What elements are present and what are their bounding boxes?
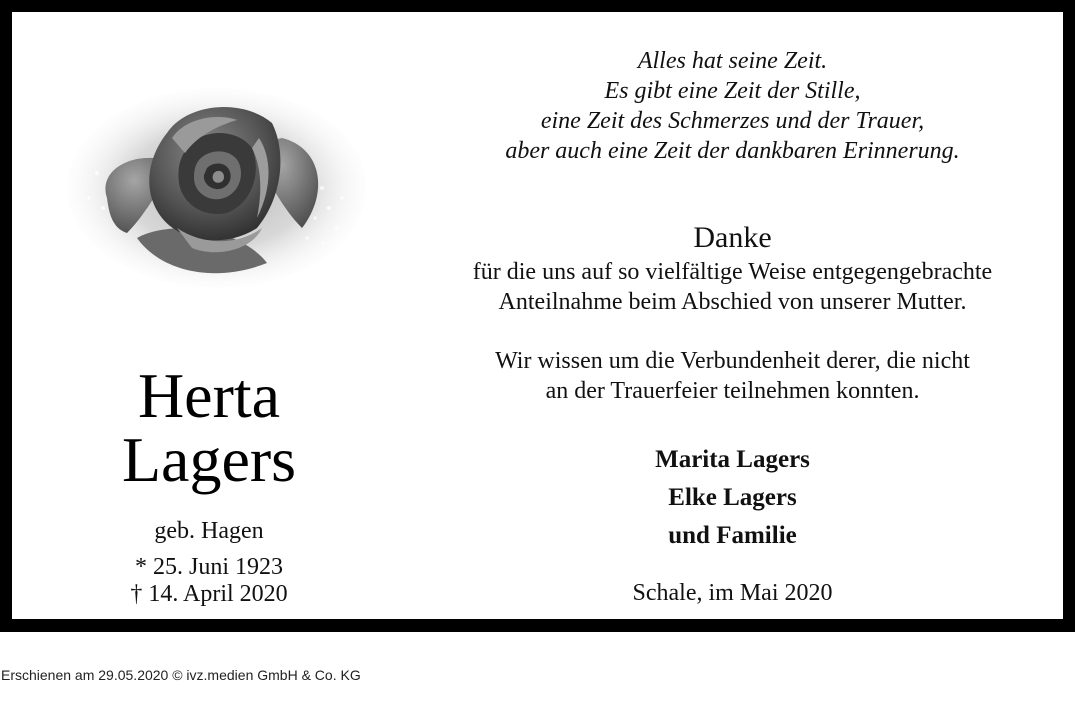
- signer: Elke Lagers: [668, 484, 797, 511]
- signers: [422, 441, 1043, 555]
- maiden-name: geb. Hagen: [154, 518, 264, 544]
- poem-line: Es gibt eine Zeit der Stille,: [604, 78, 861, 104]
- absentees-line: an der Trauerfeier teilnehmen konnten.: [545, 378, 920, 404]
- signer: und Familie: [668, 522, 797, 549]
- death-date: † 14. April 2020: [130, 581, 288, 607]
- poem-line: Alles hat seine Zeit.: [637, 48, 828, 74]
- deceased-name: [70, 360, 348, 495]
- thanks-heading: Danke: [693, 221, 772, 254]
- publication-footer: Erschienen am 29.05.2020 © ivz.medien GmbH & Co. KG: [1, 667, 361, 683]
- last-name: Lagers: [121, 424, 297, 495]
- signer: Marita Lagers: [655, 446, 810, 473]
- thanks-text: [422, 257, 1043, 317]
- rose-icon: [67, 78, 367, 293]
- absentees-text: [422, 346, 1043, 406]
- life-dates: [70, 554, 348, 608]
- birth-date: * 25. Juni 1923: [134, 554, 283, 580]
- thanks-line: Anteilnahme beim Abschied von unserer Mutter.: [498, 289, 967, 315]
- place-and-date: Schale, im Mai 2020: [632, 580, 833, 606]
- poem-line: aber auch eine Zeit der dankbaren Erinnerung.: [505, 138, 960, 164]
- poem-line: eine Zeit des Schmerzes und der Trauer,: [540, 108, 925, 134]
- thanks-line: für die uns auf so vielfältige Weise entgegengebrachte: [472, 259, 993, 285]
- absentees-line: Wir wissen um die Verbundenheit derer, die nicht: [495, 348, 970, 374]
- first-name: Herta: [137, 360, 281, 431]
- obituary-card: [12, 12, 1063, 619]
- poem: [422, 46, 1043, 166]
